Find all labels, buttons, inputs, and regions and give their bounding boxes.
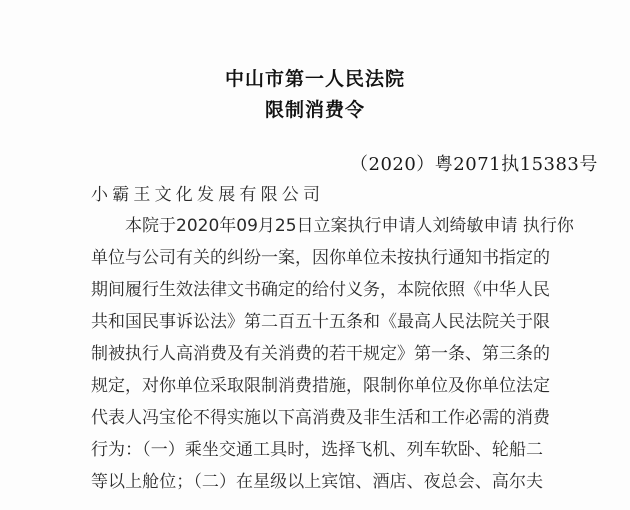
- body-line: 本院于2020年09月25日立案执行申请人刘绮敏申请 执行你: [125, 216, 574, 236]
- case-number: （2020）粤2071执15383号: [350, 154, 598, 175]
- body-line: 共和国民事诉讼法》第二百五十五条和《最高人民法院关于限: [91, 312, 550, 332]
- addressee: 小霸王文化发展有限公司: [91, 185, 325, 205]
- body-line: 单位与公司有关的纠纷一案，因你单位未按执行通知书指定的: [91, 248, 550, 268]
- body-line: 行为：（一）乘坐交通工具时，选择飞机、列车软卧、轮船二: [91, 440, 543, 460]
- document-type-title: 限制消费令: [264, 99, 365, 121]
- court-name: 中山市第一人民法院: [224, 68, 405, 90]
- body-line: 制被执行人高消费及有关消费的若干规定》第一条、第三条的: [91, 344, 550, 364]
- body-line: 期间履行生效法律文书确定的给付义务，本院依照《中华人民: [91, 280, 550, 300]
- body-line: 代表人冯宝伦不得实施以下高消费及非生活和工作必需的消费: [91, 408, 550, 428]
- body-line: 等以上舱位；（二）在星级以上宾馆、酒店、夜总会、高尔夫: [91, 472, 543, 492]
- body-line: 规定，对你单位采取限制消费措施，限制你单位及你单位法定: [91, 376, 550, 396]
